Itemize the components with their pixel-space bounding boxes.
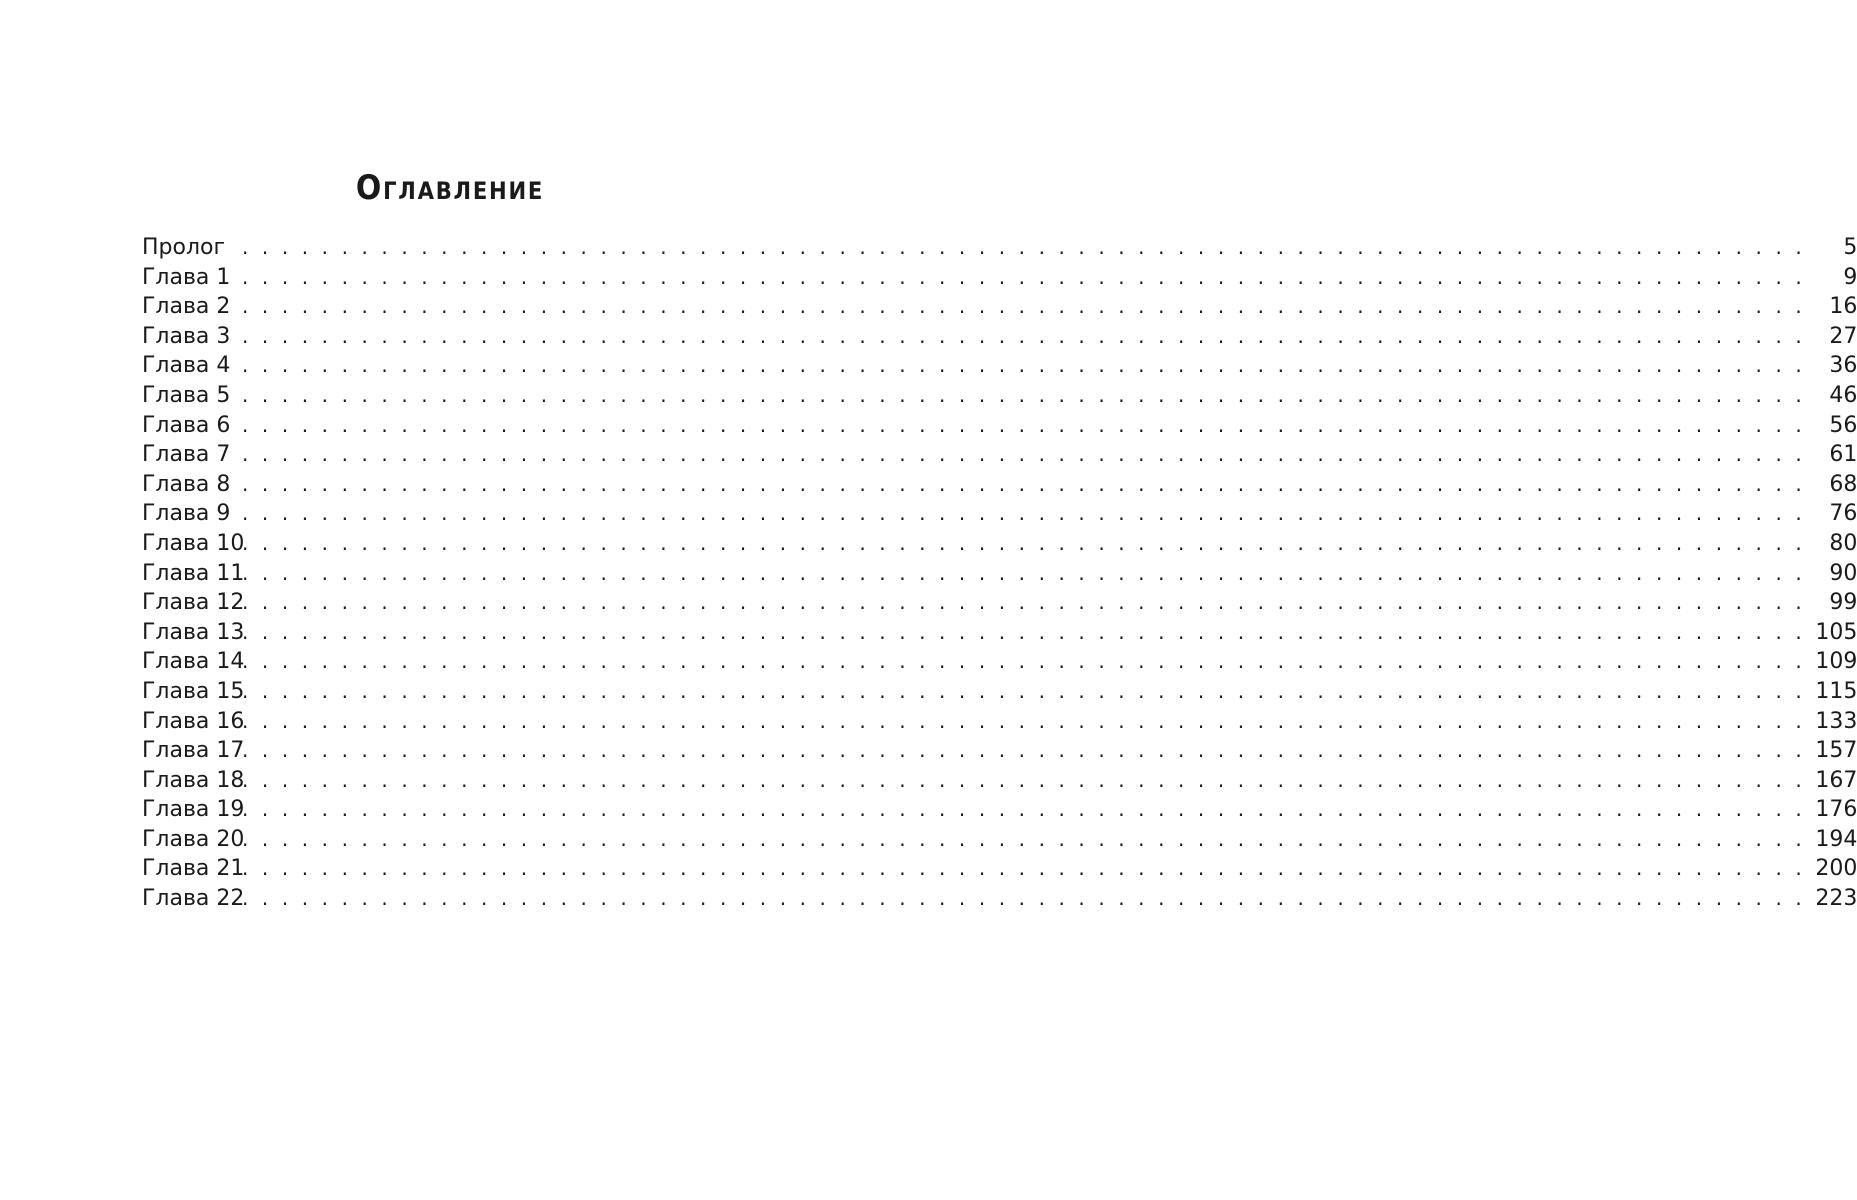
toc-entry [142, 292, 1857, 322]
toc-entry [142, 233, 1857, 263]
toc-entry-page-number: 109 [1815, 649, 1857, 675]
toc-entry [142, 263, 1857, 293]
dot-leader: . . . . . . . . . . . . . . . . . . . . . . . . . . . . . . . . . . . . . . . . . . . . . . . . . . . . . . . . . . . . . . . . . . . . . . . . . . . . . . . [242, 501, 1806, 526]
toc-entry [142, 677, 1857, 707]
toc-entry [142, 766, 1857, 796]
toc-entry-page-number: 133 [1815, 708, 1857, 734]
toc-entry-label: Глава 12 [142, 590, 245, 616]
toc-entry-page-number: 68 [1829, 471, 1857, 497]
toc-entry [142, 322, 1857, 352]
toc-entry [142, 470, 1857, 500]
dot-leader: . . . . . . . . . . . . . . . . . . . . . . . . . . . . . . . . . . . . . . . . . . . . . . . . . . . . . . . . . . . . . . . . . . . . . . . . . . . . . . . [242, 264, 1806, 289]
dot-leader: . . . . . . . . . . . . . . . . . . . . . . . . . . . . . . . . . . . . . . . . . . . . . . . . . . . . . . . . . . . . . . . . . . . . . . . . . . . . . . . [242, 382, 1806, 407]
toc-entry [142, 618, 1857, 648]
toc-entry-label: Глава 11 [142, 560, 245, 586]
toc-entry [142, 854, 1857, 884]
toc-entry-label: Глава 2 [142, 294, 231, 320]
toc-entry-label: Глава 19 [142, 797, 245, 823]
toc-entry [142, 381, 1857, 411]
toc-entry-label: Глава 8 [142, 471, 231, 497]
dot-leader: . . . . . . . . . . . . . . . . . . . . . . . . . . . . . . . . . . . . . . . . . . . . . . . . . . . . . . . . . . . . . . . . . . . . . . . . . . . . . . . [242, 530, 1806, 555]
toc-entry [142, 736, 1857, 766]
toc-entry-label: Глава 14 [142, 649, 245, 675]
toc-entry-label: Глава 21 [142, 856, 245, 882]
toc-entry-label: Глава 6 [142, 412, 231, 438]
toc-entry-label: Глава 1 [142, 264, 231, 290]
toc-entry-page-number: 105 [1815, 619, 1857, 645]
toc-entry [142, 411, 1857, 441]
toc-entry-page-number: 200 [1815, 856, 1857, 882]
toc-entry-label: Глава 17 [142, 738, 245, 764]
toc-entry-page-number: 16 [1829, 294, 1857, 320]
toc-entry-page-number: 9 [1843, 264, 1857, 290]
toc-entry-page-number: 56 [1829, 412, 1857, 438]
toc-entry-label: Глава 15 [142, 678, 245, 704]
dot-leader: . . . . . . . . . . . . . . . . . . . . . . . . . . . . . . . . . . . . . . . . . . . . . . . . . . . . . . . . . . . . . . . . . . . . . . . . . . . . . . . [242, 471, 1806, 496]
toc-entry-page-number: 27 [1829, 323, 1857, 349]
toc-entry-page-number: 99 [1829, 590, 1857, 616]
dot-leader: . . . . . . . . . . . . . . . . . . . . . . . . . . . . . . . . . . . . . . . . . . . . . . . . . . . . . . . . . . . . . . . . . . . . . . . . . . . . . . . [242, 678, 1806, 703]
toc-entry [142, 440, 1857, 470]
dot-leader: . . . . . . . . . . . . . . . . . . . . . . . . . . . . . . . . . . . . . . . . . . . . . . . . . . . . . . . . . . . . . . . . . . . . . . . . . . . . . . . [242, 797, 1806, 822]
dot-leader: . . . . . . . . . . . . . . . . . . . . . . . . . . . . . . . . . . . . . . . . . . . . . . . . . . . . . . . . . . . . . . . . . . . . . . . . . . . . . . . [242, 767, 1806, 792]
dot-leader: . . . . . . . . . . . . . . . . . . . . . . . . . . . . . . . . . . . . . . . . . . . . . . . . . . . . . . . . . . . . . . . . . . . . . . . . . . . . . . . [242, 560, 1806, 585]
dot-leader: . . . . . . . . . . . . . . . . . . . . . . . . . . . . . . . . . . . . . . . . . . . . . . . . . . . . . . . . . . . . . . . . . . . . . . . . . . . . . . . [242, 235, 1806, 259]
toc-entry-page-number: 194 [1815, 826, 1857, 852]
toc-entry-page-number: 80 [1829, 530, 1857, 556]
dot-leader: . . . . . . . . . . . . . . . . . . . . . . . . . . . . . . . . . . . . . . . . . . . . . . . . . . . . . . . . . . . . . . . . . . . . . . . . . . . . . . . [242, 738, 1806, 763]
toc-entry-label: Глава 20 [142, 826, 245, 852]
toc-entry-page-number: 167 [1815, 767, 1857, 793]
toc-entry-label: Глава 10 [142, 530, 245, 556]
dot-leader: . . . . . . . . . . . . . . . . . . . . . . . . . . . . . . . . . . . . . . . . . . . . . . . . . . . . . . . . . . . . . . . . . . . . . . . . . . . . . . . [242, 619, 1806, 644]
dot-leader: . . . . . . . . . . . . . . . . . . . . . . . . . . . . . . . . . . . . . . . . . . . . . . . . . . . . . . . . . . . . . . . . . . . . . . . . . . . . . . . [242, 323, 1806, 348]
page-title: Оглавление [355, 168, 545, 208]
dot-leader: . . . . . . . . . . . . . . . . . . . . . . . . . . . . . . . . . . . . . . . . . . . . . . . . . . . . . . . . . . . . . . . . . . . . . . . . . . . . . . . [242, 886, 1806, 911]
toc-entry-label: Глава 4 [142, 353, 231, 379]
dot-leader: . . . . . . . . . . . . . . . . . . . . . . . . . . . . . . . . . . . . . . . . . . . . . . . . . . . . . . . . . . . . . . . . . . . . . . . . . . . . . . . [242, 590, 1806, 615]
toc-entry-page-number: 46 [1829, 382, 1857, 408]
dot-leader: . . . . . . . . . . . . . . . . . . . . . . . . . . . . . . . . . . . . . . . . . . . . . . . . . . . . . . . . . . . . . . . . . . . . . . . . . . . . . . . [242, 442, 1806, 467]
toc-entry-label: Глава 18 [142, 767, 245, 793]
toc-entry [142, 588, 1857, 618]
dot-leader: . . . . . . . . . . . . . . . . . . . . . . . . . . . . . . . . . . . . . . . . . . . . . . . . . . . . . . . . . . . . . . . . . . . . . . . . . . . . . . . [242, 353, 1806, 378]
toc-entry [142, 884, 1857, 914]
toc-entry-page-number: 90 [1829, 560, 1857, 586]
dot-leader: . . . . . . . . . . . . . . . . . . . . . . . . . . . . . . . . . . . . . . . . . . . . . . . . . . . . . . . . . . . . . . . . . . . . . . . . . . . . . . . [242, 294, 1806, 319]
toc-entry [142, 647, 1857, 677]
toc-entry [142, 351, 1857, 381]
toc-entry-page-number: 61 [1829, 442, 1857, 468]
toc-entry-label: Глава 9 [142, 501, 231, 527]
toc-entry-label: Глава 5 [142, 382, 231, 408]
dot-leader: . . . . . . . . . . . . . . . . . . . . . . . . . . . . . . . . . . . . . . . . . . . . . . . . . . . . . . . . . . . . . . . . . . . . . . . . . . . . . . . [242, 649, 1806, 674]
toc-entry-label: Пролог [142, 235, 226, 260]
toc-entry-page-number: 76 [1829, 501, 1857, 527]
toc-entry-label: Глава 16 [142, 708, 245, 734]
toc-entry-label: Глава 3 [142, 323, 231, 349]
toc-entry-label: Глава 13 [142, 619, 245, 645]
toc-entry [142, 559, 1857, 589]
dot-leader: . . . . . . . . . . . . . . . . . . . . . . . . . . . . . . . . . . . . . . . . . . . . . . . . . . . . . . . . . . . . . . . . . . . . . . . . . . . . . . . [242, 856, 1806, 881]
toc-entry [142, 499, 1857, 529]
toc-entry [142, 825, 1857, 855]
toc-entry-label: Глава 7 [142, 442, 231, 468]
dot-leader: . . . . . . . . . . . . . . . . . . . . . . . . . . . . . . . . . . . . . . . . . . . . . . . . . . . . . . . . . . . . . . . . . . . . . . . . . . . . . . . [242, 412, 1806, 437]
toc-entry-label: Глава 22 [142, 886, 245, 912]
toc-entry [142, 795, 1857, 825]
toc-entry-page-number: 223 [1815, 886, 1857, 912]
toc-entry-page-number: 115 [1815, 678, 1857, 704]
dot-leader: . . . . . . . . . . . . . . . . . . . . . . . . . . . . . . . . . . . . . . . . . . . . . . . . . . . . . . . . . . . . . . . . . . . . . . . . . . . . . . . [242, 826, 1806, 851]
table-of-contents [142, 233, 1857, 914]
dot-leader: . . . . . . . . . . . . . . . . . . . . . . . . . . . . . . . . . . . . . . . . . . . . . . . . . . . . . . . . . . . . . . . . . . . . . . . . . . . . . . . [242, 708, 1806, 733]
toc-entry-page-number: 5 [1843, 235, 1857, 260]
toc-entry-page-number: 176 [1815, 797, 1857, 823]
toc-entry [142, 529, 1857, 559]
toc-entry-page-number: 157 [1815, 738, 1857, 764]
toc-entry-page-number: 36 [1829, 353, 1857, 379]
toc-entry [142, 707, 1857, 737]
